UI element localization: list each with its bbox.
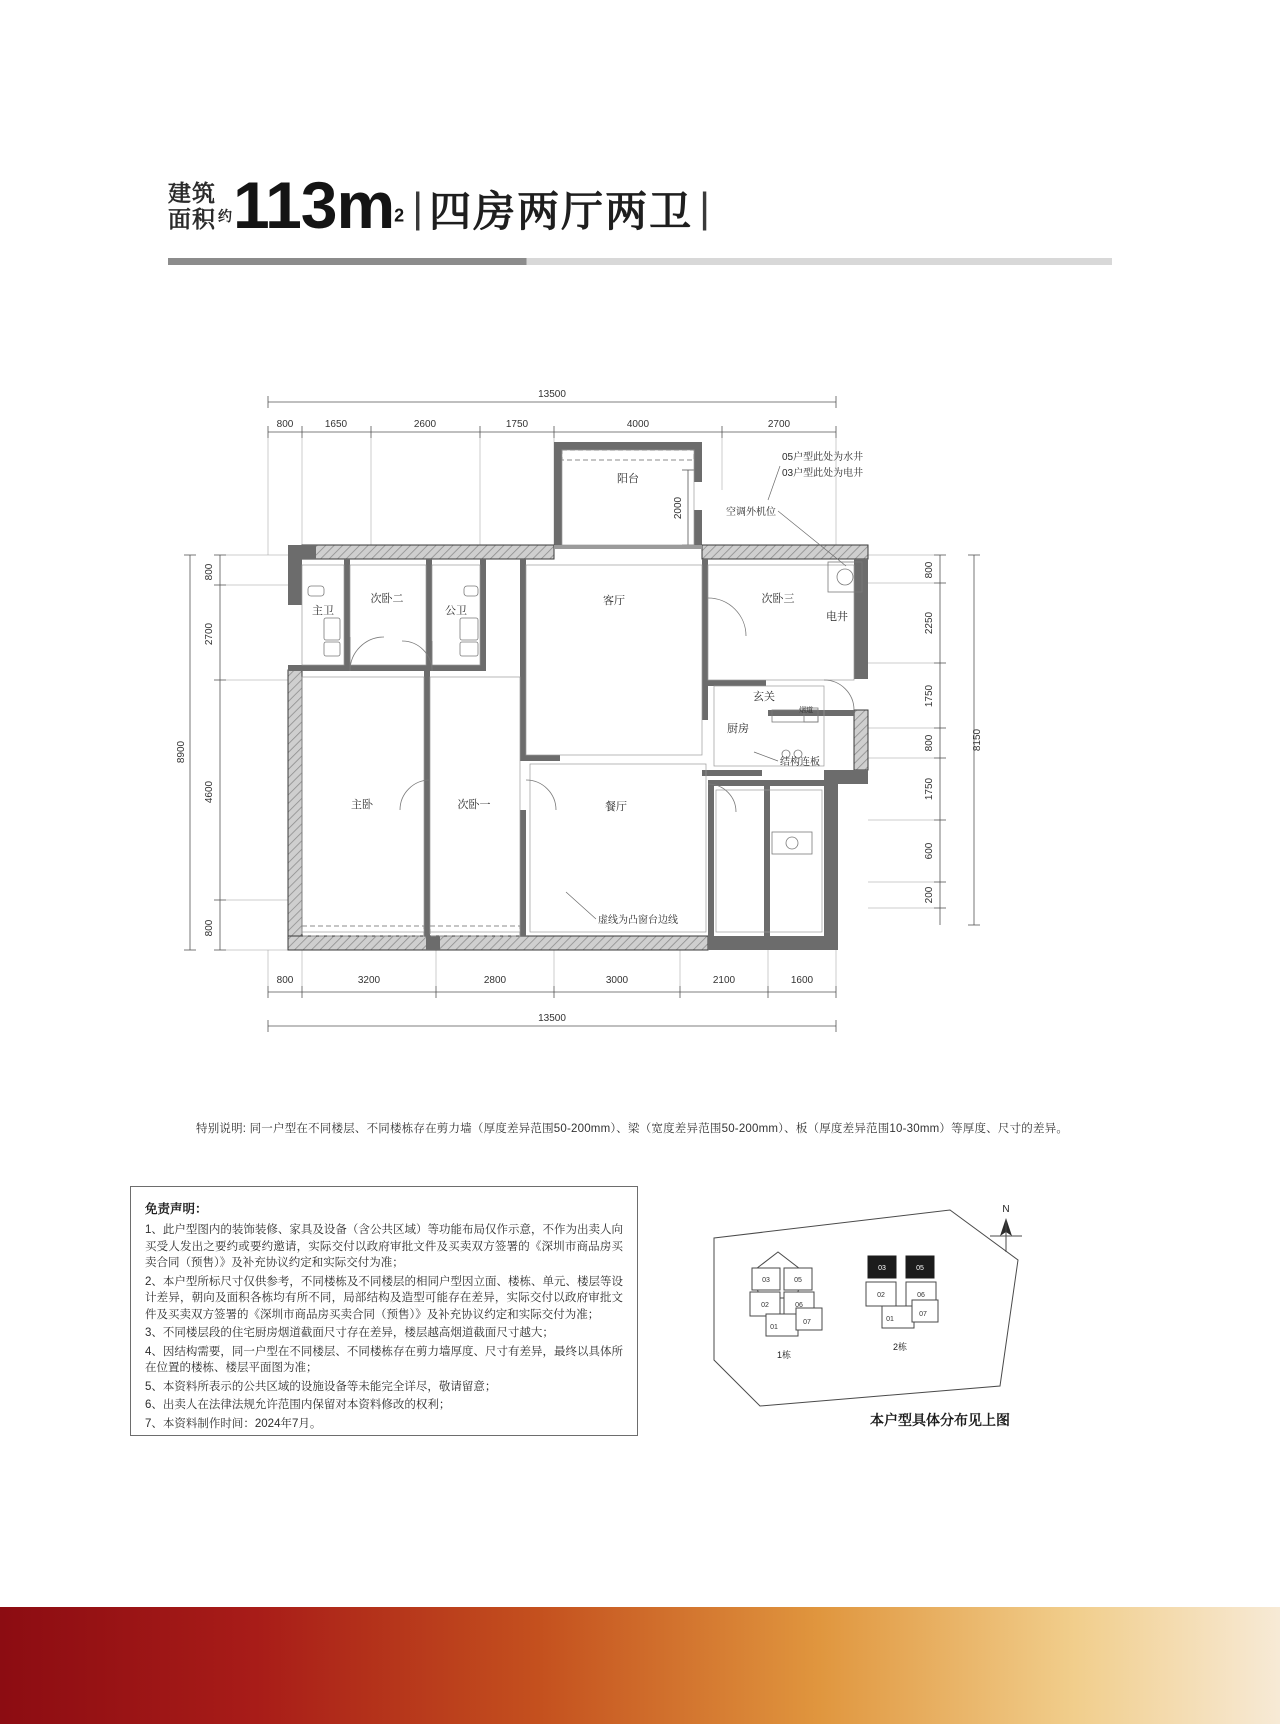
- svg-text:2250: 2250: [924, 611, 935, 635]
- title-divider: |: [412, 184, 424, 231]
- svg-text:N: N: [1002, 1204, 1010, 1215]
- svg-text:800: 800: [924, 734, 935, 752]
- svg-text:03: 03: [762, 1277, 770, 1284]
- disclaimer-item: 6、出卖人在法律法规允许范围内保留对本资料修改的权利；: [145, 1399, 451, 1411]
- svg-text:06: 06: [917, 1292, 925, 1299]
- page-title: [168, 150, 1112, 270]
- svg-text:2000: 2000: [673, 496, 684, 520]
- floor-plan: [168, 380, 1112, 1060]
- annotation-ac-platform: 空调外机位: [726, 507, 776, 518]
- room-label-electric-well: 电井: [826, 611, 848, 623]
- plan-special-note: 特别说明: 同一户型在不同楼层、不同楼栋存在剪力墙（厚度差异范围50-200mm）、梁（宽度差异范围50-200mm）、板（厚度差异范围10-30mm）等厚度、尺寸的差异。: [196, 1123, 1069, 1135]
- svg-text:13500: 13500: [538, 1013, 566, 1024]
- disclaimer-box: [130, 1186, 638, 1436]
- room-label-public-bath: 公卫: [445, 605, 467, 617]
- disclaimer-item: 7、本资料制作时间：2024年7月。: [145, 1417, 322, 1430]
- disclaimer-title: 免责声明：: [145, 1202, 208, 1216]
- approx-label: 约: [218, 208, 232, 224]
- site-key-map: [700, 1190, 1080, 1440]
- svg-text:01: 01: [770, 1324, 778, 1331]
- title-divider-2: |: [699, 184, 711, 231]
- svg-text:02: 02: [761, 1302, 769, 1309]
- building-1: [750, 1252, 822, 1360]
- disclaimer-item: 4、因结构需要，同一户型在不同楼层、不同楼栋存在剪力墙厚度、尺寸有差异，最终以具体所在位置的楼栋、楼层平面图为准；: [145, 1345, 623, 1374]
- room-label-master: 主卧: [351, 799, 373, 811]
- building-2: [866, 1256, 938, 1352]
- annotation-water-well: 05户型此处为水井: [782, 452, 864, 463]
- disclaimer-item: 5、本资料所表示的公共区域的设施设备等未能完全详尽，敬请留意；: [145, 1380, 497, 1393]
- svg-text:06: 06: [795, 1302, 803, 1309]
- svg-text:1750: 1750: [924, 684, 935, 708]
- annotation-electric-well: 03户型此处为电井: [782, 468, 864, 479]
- svg-text:2600: 2600: [413, 419, 437, 430]
- svg-text:2700: 2700: [767, 419, 791, 430]
- room-label-bed3: 次卧三: [761, 593, 795, 605]
- annotation-structural-slab: 结构连板: [780, 757, 820, 768]
- building-1-label: 1栋: [776, 1350, 792, 1360]
- svg-text:2100: 2100: [712, 975, 736, 986]
- svg-text:800: 800: [924, 561, 935, 579]
- svg-text:800: 800: [276, 975, 294, 986]
- svg-text:01: 01: [886, 1316, 894, 1323]
- svg-text:1750: 1750: [924, 777, 935, 801]
- svg-text:13500: 13500: [538, 389, 566, 400]
- svg-text:07: 07: [919, 1311, 927, 1318]
- svg-text:05: 05: [916, 1265, 924, 1272]
- keymap-caption: 本户型具体分布见上图: [870, 1412, 1010, 1428]
- room-config-label: 四房两厅两卫: [429, 188, 694, 235]
- svg-text:2800: 2800: [483, 975, 507, 986]
- title-rule: [168, 258, 1112, 265]
- svg-text:600: 600: [924, 842, 935, 860]
- svg-text:4600: 4600: [204, 780, 215, 804]
- svg-text:200: 200: [924, 886, 935, 904]
- room-label-bed1: 次卧一: [457, 799, 491, 811]
- room-label-flue: 烟道: [799, 707, 813, 714]
- svg-text:2700: 2700: [204, 622, 215, 646]
- svg-text:05: 05: [794, 1277, 802, 1284]
- room-label-master-bath: 主卫: [312, 605, 334, 617]
- page-edge-left: [0, 0, 14, 1724]
- build-area-label: 建筑 面积: [168, 180, 216, 232]
- svg-text:02: 02: [877, 1292, 885, 1299]
- compass-icon: [990, 1204, 1022, 1252]
- svg-text:07: 07: [803, 1319, 811, 1326]
- svg-text:800: 800: [204, 563, 215, 581]
- room-label-balcony: 阳台: [617, 473, 639, 485]
- area-value: 113m2: [233, 168, 405, 242]
- annotation-bay-window: 虚线为凸窗台边线: [598, 915, 678, 926]
- svg-text:800: 800: [276, 419, 294, 430]
- disclaimer-item: 1、此户型图内的装饰装修、家具及设备（含公共区域）等功能布局仅作示意，不作为出卖人向买受人发出之要约或要约邀请，实际交付以政府审批文件及买卖双方签署的《深圳市商品房买卖合同（预售）》及补充协议约定和实际交付为准；: [145, 1224, 623, 1269]
- room-label-kitchen: 厨房: [727, 723, 749, 735]
- svg-text:8150: 8150: [972, 728, 983, 752]
- svg-text:3000: 3000: [605, 975, 629, 986]
- disclaimer-item: 2、本户型所标尺寸仅供参考，不同楼栋及不同楼层的相同户型因立面、楼栋、单元、楼层等设计差异，朝向及面积各栋均有所不同，局部结构及造型可能存在差异，实际交付以政府审批文件及买卖双方签署的《深圳市商品房买卖合同（预售）》及补充协议约定和实际交付为准；: [145, 1275, 623, 1321]
- svg-text:1750: 1750: [505, 419, 529, 430]
- room-label-dining: 餐厅: [605, 801, 627, 813]
- svg-text:800: 800: [204, 919, 215, 937]
- room-label-living: 客厅: [603, 595, 625, 607]
- svg-text:3200: 3200: [357, 975, 381, 986]
- svg-text:1600: 1600: [790, 975, 814, 986]
- room-label-foyer: 玄关: [753, 691, 775, 703]
- bottom-color-band-gradient: [0, 1607, 1280, 1724]
- svg-text:1650: 1650: [324, 419, 348, 430]
- room-label-bed2: 次卧二: [370, 593, 404, 605]
- svg-text:8900: 8900: [176, 740, 187, 764]
- svg-text:4000: 4000: [626, 419, 650, 430]
- disclaimer-item: 3、不同楼层段的住宅厨房烟道截面尺寸存在差异，楼层越高烟道截面尺寸越大；: [145, 1327, 554, 1339]
- svg-text:03: 03: [878, 1265, 886, 1272]
- building-2-label: 2栋: [892, 1342, 908, 1352]
- page-edge-right: [1266, 0, 1280, 1724]
